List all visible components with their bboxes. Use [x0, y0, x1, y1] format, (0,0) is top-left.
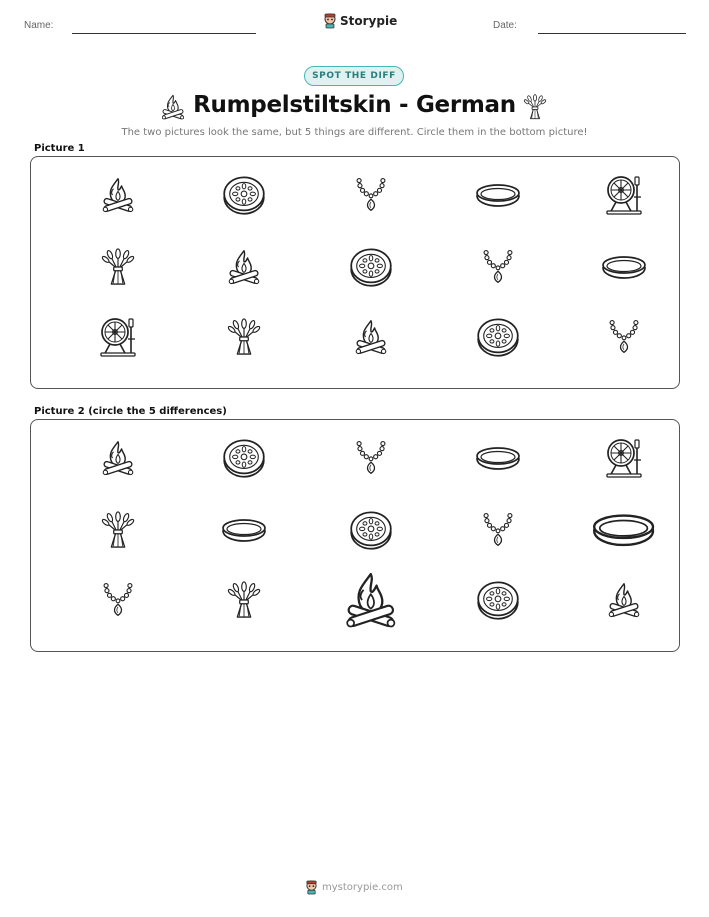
gold-ring-icon [474, 181, 522, 209]
necklace-icon [481, 247, 515, 287]
gold-coin-icon[interactable] [220, 436, 268, 480]
wheat-bundle-icon[interactable] [225, 578, 263, 622]
gold-ring-icon[interactable] [474, 444, 522, 472]
spinning-wheel-icon [97, 315, 139, 359]
spinning-wheel-icon[interactable] [603, 436, 645, 480]
campfire-icon [100, 175, 136, 215]
footer-url[interactable]: mystorypie.com [322, 882, 403, 893]
wheat-bundle-icon [99, 245, 137, 289]
date-line[interactable] [538, 33, 686, 34]
necklace-icon [354, 175, 388, 215]
necklace-icon[interactable] [101, 580, 135, 620]
campfire-icon [226, 247, 262, 287]
necklace-icon[interactable] [354, 438, 388, 478]
name-line[interactable] [72, 33, 256, 34]
gold-coin-icon [474, 315, 522, 359]
footer [305, 880, 403, 895]
brand-logo [323, 13, 397, 29]
gold-coin-icon [220, 173, 268, 217]
instructions: The two pictures look the same, but 5 things are different. Circle them in the bottom picture! [121, 127, 588, 138]
gold-ring-icon[interactable] [220, 516, 268, 544]
necklace-icon [607, 317, 641, 357]
picture-2-label: Picture 2 (circle the 5 differences) [34, 406, 227, 417]
wheat-bundle-icon [225, 315, 263, 359]
gold-coin-icon[interactable] [347, 508, 395, 552]
gold-coin-icon[interactable] [474, 578, 522, 622]
campfire-icon [353, 317, 389, 357]
necklace-icon[interactable] [481, 510, 515, 550]
date-label: Date: [493, 20, 517, 31]
name-label: Name: [24, 20, 54, 31]
gold-coin-icon [347, 245, 395, 289]
wheat-bundle-icon[interactable] [99, 508, 137, 552]
storypie-mascot-icon [305, 880, 318, 895]
picture-2-panel[interactable] [30, 419, 680, 652]
storypie-mascot-icon [323, 13, 337, 29]
spinning-wheel-icon [603, 173, 645, 217]
brand-name: Storypie [340, 14, 398, 28]
spot-the-diff-badge: SPOT THE DIFF [304, 66, 404, 86]
page-title: Rumpelstiltskin - German [193, 92, 516, 118]
campfire-icon[interactable] [100, 438, 136, 478]
campfire-icon [160, 92, 186, 122]
picture-1-panel [30, 156, 680, 389]
picture-1-label: Picture 1 [34, 143, 85, 154]
campfire-icon[interactable] [342, 568, 400, 632]
gold-ring-icon[interactable] [590, 510, 657, 549]
campfire-icon[interactable] [606, 580, 642, 620]
gold-ring-icon [600, 253, 648, 281]
wheat-bundle-icon [522, 92, 548, 122]
